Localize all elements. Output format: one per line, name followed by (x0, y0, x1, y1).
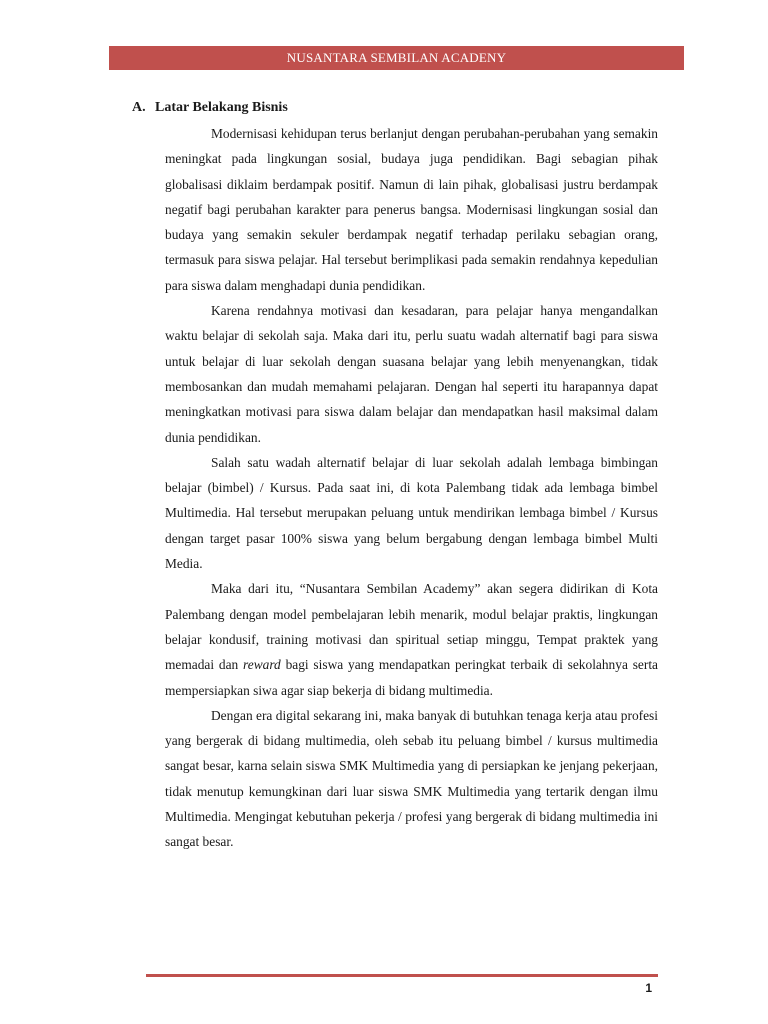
page-number: 1 (645, 981, 652, 995)
paragraph-text-after: bagi siswa yang mendapatkan peringkat terbaik di sekolahnya serta mempersiapkan siwa agar siap bekerja di bidang multimedia. (165, 657, 658, 698)
paragraph-modernisasi: Modernisasi kehidupan terus berlanjut dengan perubahan-perubahan yang semakin meningkat pada lingkungan sosial, budaya juga pendidikan. Bagi sebagian pihak globalisasi diklaim berdampak positif. Namun di lain pihak, globalisasi justru berdampak negatif bagi perubahan karakter para penerus bangsa. Modernisasi lingkungan sosial dan budaya yang semakin sekuler berdampak negatif terhadap perilaku sebagian orang, termasuk para siswa pelajar. Hal tersebut berimplikasi pada semakin rendahnya kepedulian para siswa dalam menghadapi dunia pendidikan. (165, 126, 658, 293)
footer-divider (146, 974, 658, 977)
paragraph-wadah-alternatif: Salah satu wadah alternatif belajar di luar sekolah adalah lembaga bimbingan belajar (bimbel) / Kursus. Pada saat ini, di kota Palembang tidak ada lembaga bimbel Multimedia. Hal tersebut merupakan peluang untuk mendirikan lembaga bimbel / Kursus dengan target pasar 100% siswa yang belum bergabung dengan lembaga bimbel Multi Media. (165, 454, 658, 572)
paragraph-era-digital: Dengan era digital sekarang ini, maka banyak di butuhkan tenaga kerja atau profesi yang bergerak di bidang multimedia, oleh sebab itu peluang bimbel / kursus multimedia sangat besar, karna selain siswa SMK Multimedia yang di persiapkan ke jenjang pekerjaan, tidak menutup kemungkinan dari luar siswa SMK Multimedia yang tertarik dengan ilmu Multimedia. Mengingat kebutuhan pekerja / profesi yang bergerak di bidang multimedia ini sangat besar. (165, 707, 658, 850)
body-text (165, 121, 658, 855)
section-marker: A. (132, 100, 146, 115)
header-title: NUSANTARA SEMBILAN ACADENY (286, 50, 507, 65)
paragraph-italic-reward: reward (243, 657, 281, 673)
paragraph-motivasi: Karena rendahnya motivasi dan kesadaran, para pelajar hanya mengandalkan waktu belajar di sekolah saja. Maka dari itu, perlu suatu wadah alternatif bagi para siswa untuk belajar di luar sekolah dengan suasana belajar yang lebih menyenangkan, tidak membosankan dan mudah memahami pelajaran. Dengan hal seperti itu harapannya dapat meningkatkan motivasi para siswa dalam belajar dan mendapatkan hasil maksimal dalam dunia pendidikan. (165, 303, 658, 445)
page-header-banner (109, 46, 684, 70)
paragraph-nusantara-academy (165, 576, 658, 702)
section-heading (132, 99, 288, 117)
section-title: Latar Belakang Bisnis (155, 100, 288, 115)
paragraph-text-before: Maka dari itu, “Nusantara Sembilan Academy” akan segera didirikan di Kota Palembang dengan model pembelajaran lebih menarik, modul belajar praktis, lingkungan belajar kondusif, training motivasi dan spiritual setiap minggu, Tempat praktek yang memadai dan (165, 581, 658, 673)
